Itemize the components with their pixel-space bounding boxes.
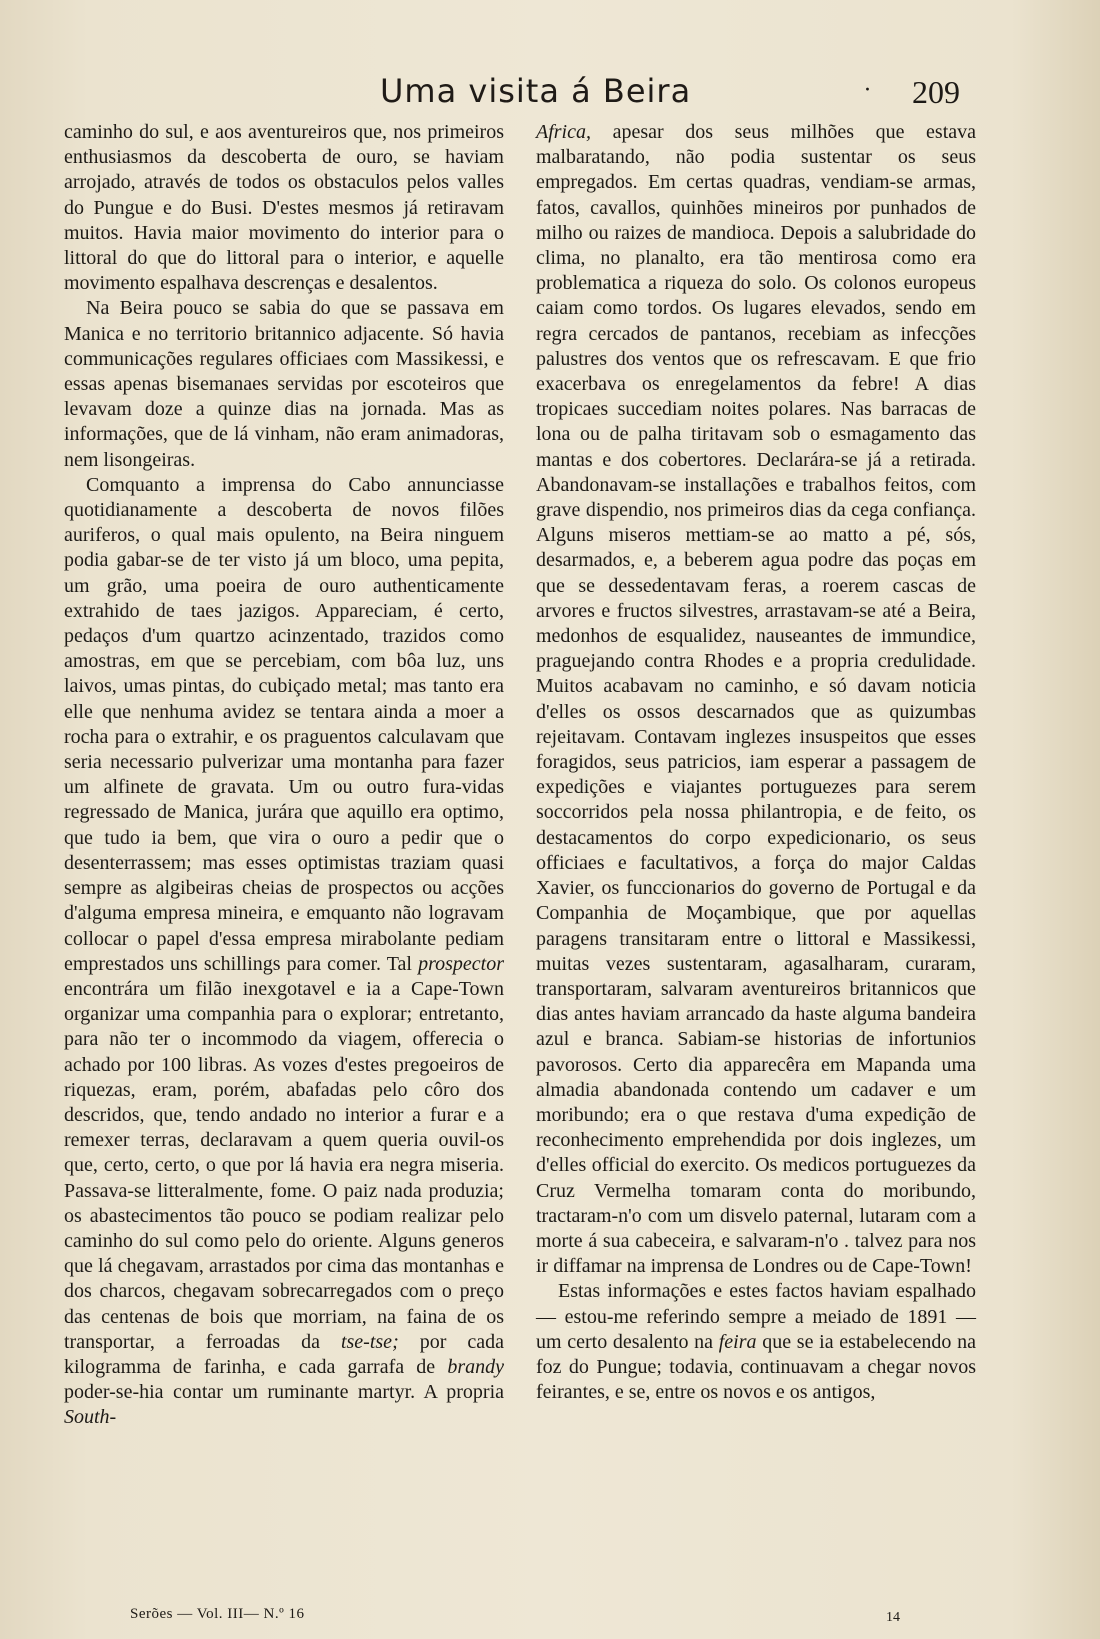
paragraph: Na Beira pouco se sabia do que se passava em Manica e no territorio britannico adjacente. Só havia communicações regulares officiaes com Massikessi, e essas apenas bisemanaes servidas por escoteiros que levavam doze a quinze dias na jornada. Mas as informações, que de lá vinham, não eram animadoras, nem lisongeiras. <box>64 297 504 471</box>
text-run: encontrára um filão inexgotavel e ia a Cape-Town organizar uma companhia para o explorar; entretanto, para não ter o incommodo da viagem, offerecia o achado por 100 libras. As vozes d'estes pregoeiros de riquezas, eram, porém, abafadas pelo côro dos descridos, que, tendo andado no interior a furar e a remexer terras, declaravam a quem queria ouvil-os que, certo, certo, o que por lá havia era negra miseria. Passava-se litteralmente, fome. O paiz nada produzia; os abastecimentos tão pouco se podiam realizar pelo caminho do sul como pelo do oriente. Alguns generos que lá chegavam, arrastados por cima das montanhas e dos charcos, chegavam sobrecarregados com o preço das centenas de bois que morriam, na faina de os transportar, a ferroadas da <box>64 977 504 1353</box>
page-number: 209 <box>912 74 960 110</box>
text-run: Estas informações e estes factos haviam espalhado — estou-me referindo sempre a meiado de 1891 — um certo desalento na <box>536 1280 976 1353</box>
italic-text: South- <box>64 1406 117 1429</box>
text-run: que se ia estabelecendo na foz do Pungue; todavia, continuavam a chegar novos feirantes, e se, entre os novos e os antigos, <box>536 1330 977 1404</box>
header-dot: · <box>864 78 871 103</box>
text-run: por cada kilogramma de farinha, e cada garrafa de <box>64 1330 505 1378</box>
paragraph <box>536 120 976 1279</box>
italic-text: brandy <box>447 1355 504 1378</box>
italic-text: Africa, <box>536 121 591 143</box>
text-run: apesar dos seus milhões que estava malbaratando, não podia sustentar os seus empregados. Em certas quadras, vendiam-se armas, fatos, cavallos, quinhões mineiros por punhados de milho ou raizes de mandioca. Depois a salubridade do clima, no planalto, era tão mentirosa como era problematica a riqueza do solo. Os colonos europeus caiam como tordos. Os lugares elevados, sendo em regra cercados de pantanos, recebiam as infecções palustres dos ventos que os refrescavam. E que frio exacerbava os enregelamentos da febre! A dias tropicaes succediam noites polares. Nas barracas de lona ou de palha tiritavam sob o esmagamento das mantas e dos cobertores. Declarára-se já a retirada. Abandonavam-se installações e trabalhos feitos, com grave dispendio, nos primeiros dias da cega confiança. Alguns miseros mettiam-se ao matto a pé, sós, desarmados, e, a beberem agua podre das poças em que se dessedentavam feras, a roerem cascas de arvores e fructos silvestres, arrastavam-se até a Beira, medonhos de esqualidez, nauseantes de immundice, praguejando contra Rhodes e a propria credulidade. Muitos acabavam no caminho, e só davam noticia d'elles os ossos descarnados que as quizumbas rejeitavam. Contavam inglezes insuspeitos que esses foragidos, seus patricios, iam esperar a passagem de expedições e viajantes portuguezes para serem soccorridos pela nossa philantropia, e de feito, os destacamentos do corpo expedicionario, os seus officiaes e facultativos, a força do major Caldas Xavier, os funccionarios do governo de Portugal e da Companhia de Moçambique, que por aquellas paragens transitaram entre o littoral e Massikessi, muitas vezes sustentaram, agasalharam, curaram, transportaram, salvaram aventureiros britannicos que dias antes haviam arrancado da haste alguma bandeira azul e branca. Sabiam-se historias de infortunios pavorosos. Certo dia apparecêra em Mapanda uma almadia abandonada contendo um cadaver e um moribundo; era o que restava d'uma expedição de reconhecimento emprehendida por dois inglezes, um d'elles official do exercito. Os medicos portuguezes da Cruz Vermelha tomaram conta do moribundo, tractaram-n'o com um disvelo paternal, lutaram com a morte á sua cabeceira, e salvaram-n'o . talvez para nos ir diffamar na imprensa de Londres ou de Cape-Town! <box>536 121 977 1278</box>
text-run: Comquanto a imprensa do Cabo annunciasse quotidianamente a descoberta de novos filões auriferos, o qual mais opulento, na Beira ninguem podia gabar-se de ter visto já um bloco, uma pepita, um grão, uma poeira de ouro authenticamente extrahido de taes jazigos. Appareciam, é certo, pedaços d'um quartzo acinzentado, trazidos como amostras, em que se percebiam, com bôa luz, uns laivos, umas pintas, do cubiçado metal; mas tanto era elle que nenhuma avidez se tentara ainda a moer a rocha para o extrahir, e os praguentos calculavam que seria necessario pulverizar uma montanha para fazer um alfinete de gravata. Um ou outro fura-vidas regressado de Manica, jurára que aquillo era optimo, que tudo ia bem, que vira o ouro a pedir que o desenterrassem; mas esses optimistas traziam quasi sempre as algibeiras cheias de prospectos ou acções d'alguma empresa mineira, e emquanto não logravam collocar o papel d'essa empresa mirabolante pediam emprestados uns schillings para comer. Tal <box>64 473 504 975</box>
footer-sheet-number: 14 <box>886 1610 900 1625</box>
left-column <box>64 120 504 1431</box>
footer-signature: Serões — Vol. III— N.º 16 <box>130 1606 305 1622</box>
paragraph <box>64 473 504 1431</box>
italic-text: feira <box>718 1330 757 1353</box>
text-run: poder-se-hia contar um ruminante martyr. A propria <box>64 1381 504 1404</box>
italic-text: tse-tse; <box>340 1330 399 1353</box>
right-column <box>536 120 976 1405</box>
paragraph <box>536 1279 976 1405</box>
running-title: Uma visita á Beira <box>380 72 692 110</box>
italic-text: prospector <box>418 952 504 975</box>
paragraph: caminho do sul, e aos aventureiros que, nos primeiros enthusiasmos da descoberta de ouro, se haviam arrojado, através de todos os obstaculos pelos valles do Pungue e do Busi. D'estes mesmos já retiravam muitos. Havia maior movimento do interior para o littoral do que do littoral para o interior, e aquelle movimento espalhava descrenças e desalentos. <box>64 121 504 295</box>
